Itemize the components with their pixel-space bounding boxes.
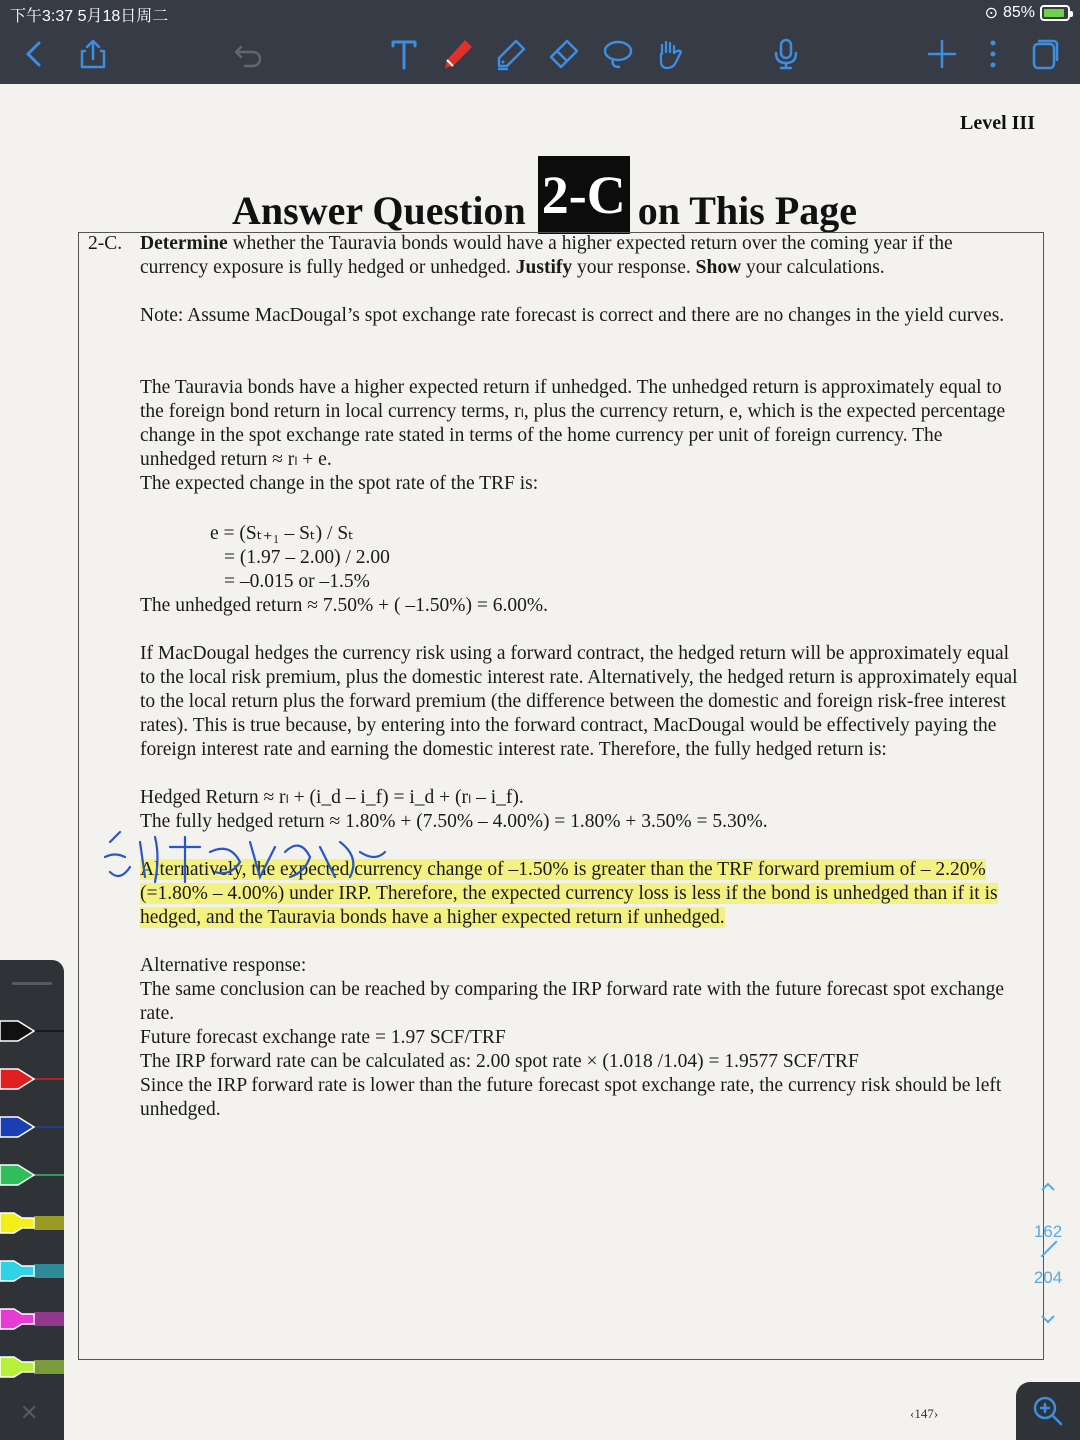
question-text	[140, 232, 1020, 280]
alternative-3: The IRP forward rate can be calculated as: 2.00 spot rate × (1.018 /1.04) = 1.9577 SCF/TRF	[140, 1051, 859, 1072]
fully-hedged-result: The fully hedged return ≈ 1.80% + (7.50% – 4.00%) = 1.80% + 3.50% = 5.30%.	[140, 811, 768, 832]
zoom-in-icon	[1032, 1395, 1064, 1427]
hand-tool-button[interactable]	[650, 32, 690, 76]
orientation-lock-icon: ⊙	[984, 5, 998, 22]
share-icon	[76, 37, 110, 71]
status-right	[985, 3, 1070, 23]
highlight-mark: Alternatively, the expected currency change of –1.50% is greater than the TRF forward premium of – 2.20% (=1.80% – 4.00%) under IRP. Therefore, the expected currency loss is less if the bond is unhedged than if it is hedged, and the Tauravia bonds have a higher expected return if unhedged.	[140, 859, 998, 928]
eraser-button[interactable]	[544, 32, 584, 76]
lasso-icon	[601, 37, 635, 71]
pen-lime-highlighter[interactable]	[0, 1352, 64, 1382]
q-text-2: your response.	[572, 257, 696, 278]
pen-green-icon	[0, 1160, 64, 1190]
level-label: Level III	[960, 112, 1035, 134]
total-pages: 204	[1033, 1268, 1063, 1287]
highlighter-icon	[494, 37, 528, 71]
lasso-button[interactable]	[598, 32, 638, 76]
pen-magenta-highlighter-icon	[0, 1304, 64, 1334]
share-button[interactable]	[73, 32, 113, 76]
pages-icon	[1027, 37, 1061, 71]
note-text: Note: Assume MacDougal’s spot exchange rate forecast is correct and there are no changes in the yield curves.	[140, 305, 1005, 326]
pen-blue-icon	[0, 1112, 64, 1142]
more-icon	[976, 37, 1010, 71]
q-keyword-determine: Determine	[140, 233, 228, 254]
microphone-icon	[769, 37, 803, 71]
pen-yellow-highlighter-icon	[0, 1208, 64, 1238]
text-tool-button[interactable]	[384, 32, 424, 76]
hedged-explanation: If MacDougal hedges the currency risk using a forward contract, the hedged return will be approximately equal to the local risk premium, plus the domestic interest rate. Alternatively, the hedged return is approximately equal to the local return plus the forward premium (the difference between the domestic and foreign risk-free interest rates). This is true because, by entering into the forward contract, MacDougal would be effectively paying the foreign interest rate and earning the domestic interest rate. Therefore, the fully hedged return is:	[140, 643, 1018, 760]
page-down-icon[interactable]	[1039, 1310, 1057, 1328]
formula-line-3: = –0.015 or –1.5%	[224, 571, 370, 592]
pages-button[interactable]	[1024, 32, 1064, 76]
battery-percent: 85%	[1002, 4, 1035, 21]
unhedged-result: The unhedged return ≈ 7.50% + ( –1.50%) = 6.00%.	[140, 595, 548, 616]
q-keyword-show: Show	[695, 257, 742, 278]
highlighter-button[interactable]	[491, 32, 531, 76]
q-text-1: whether the Tauravia bonds would have a higher expected return over the coming year if the currency exposure is fully hedged or unhedged.	[140, 233, 953, 278]
heading-before: Answer Question	[232, 188, 526, 233]
status-time: 下午3:37 5月18日周二	[10, 8, 169, 25]
top-toolbar	[0, 0, 1080, 84]
alternative-2: Future forecast exchange rate = 1.97 SCF/TRF	[140, 1027, 506, 1048]
microphone-button[interactable]	[766, 32, 806, 76]
pen-red[interactable]	[0, 1064, 64, 1094]
pen-magenta-highlighter[interactable]	[0, 1304, 64, 1334]
alternative-title: Alternative response:	[140, 955, 307, 976]
page-divider	[1041, 1241, 1058, 1258]
heading-after: on This Page	[637, 188, 858, 233]
battery-icon	[1040, 5, 1070, 21]
alternative-4: Since the IRP forward rate is lower than the future forecast spot exchange rate, the currency risk should be left unhedged.	[140, 1075, 1002, 1120]
pen-tool-icon	[441, 37, 475, 71]
pen-lime-highlighter-icon	[0, 1352, 64, 1382]
handwritten-annotation	[100, 822, 390, 892]
close-icon[interactable]: ✕	[20, 1400, 39, 1425]
pen-green[interactable]	[0, 1160, 64, 1190]
pen-cyan-highlighter[interactable]	[0, 1256, 64, 1286]
text-tool-icon	[387, 37, 421, 71]
page-heading	[232, 156, 857, 234]
unhedged-explanation: The Tauravia bonds have a higher expected return if unhedged. The unhedged return is approximately equal to the foreign bond return in local currency terms, rₗ, plus the currency return, e, which is the expected percentage change in the spot exchange rate stated in terms of the home currency per unit of foreign currency. The unhedged return ≈ rₗ + e.	[140, 377, 1006, 470]
formula-line-1: e = (Sₜ₊₁ – Sₜ) / Sₜ	[210, 523, 354, 544]
hedged-formula: Hedged Return ≈ rₗ + (i_d – i_f) = i_d + (rₗ – i_f).	[140, 787, 524, 808]
current-page[interactable]: 162	[1033, 1222, 1063, 1241]
undo-icon	[231, 37, 265, 71]
heading-question-box: 2-C	[538, 156, 630, 234]
pen-yellow-highlighter[interactable]	[0, 1208, 64, 1238]
pen-palette	[0, 960, 64, 1440]
pen-tool-button[interactable]	[438, 32, 478, 76]
question-id: 2-C.	[88, 233, 123, 254]
pen-blue[interactable]	[0, 1112, 64, 1142]
undo-button[interactable]	[228, 32, 268, 76]
more-button[interactable]	[973, 32, 1013, 76]
pen-black[interactable]	[0, 1016, 64, 1046]
q-keyword-justify: Justify	[515, 257, 573, 278]
back-button[interactable]	[14, 32, 54, 76]
palette-grip[interactable]	[12, 982, 52, 985]
pen-cyan-highlighter-icon	[0, 1256, 64, 1286]
formula-line-2: = (1.97 – 2.00) / 2.00	[224, 547, 390, 568]
spot-change-intro: The expected change in the spot rate of the TRF is:	[140, 473, 539, 494]
add-icon	[925, 37, 959, 71]
pen-black-icon	[0, 1016, 64, 1046]
hand-icon	[653, 37, 687, 71]
pen-red-icon	[0, 1064, 64, 1094]
document-page[interactable]	[0, 84, 1080, 1440]
page-number-label: ‹147›	[910, 1406, 939, 1421]
back-icon	[17, 37, 51, 71]
page-navigator	[1030, 1170, 1070, 1340]
eraser-icon	[547, 37, 581, 71]
page-up-icon[interactable]	[1039, 1178, 1057, 1196]
zoom-button[interactable]	[1016, 1382, 1080, 1440]
add-button[interactable]	[922, 32, 962, 76]
alternative-1: The same conclusion can be reached by comparing the IRP forward rate with the future forecast spot exchange rate.	[140, 979, 1004, 1024]
q-text-3: your calculations.	[741, 257, 885, 278]
